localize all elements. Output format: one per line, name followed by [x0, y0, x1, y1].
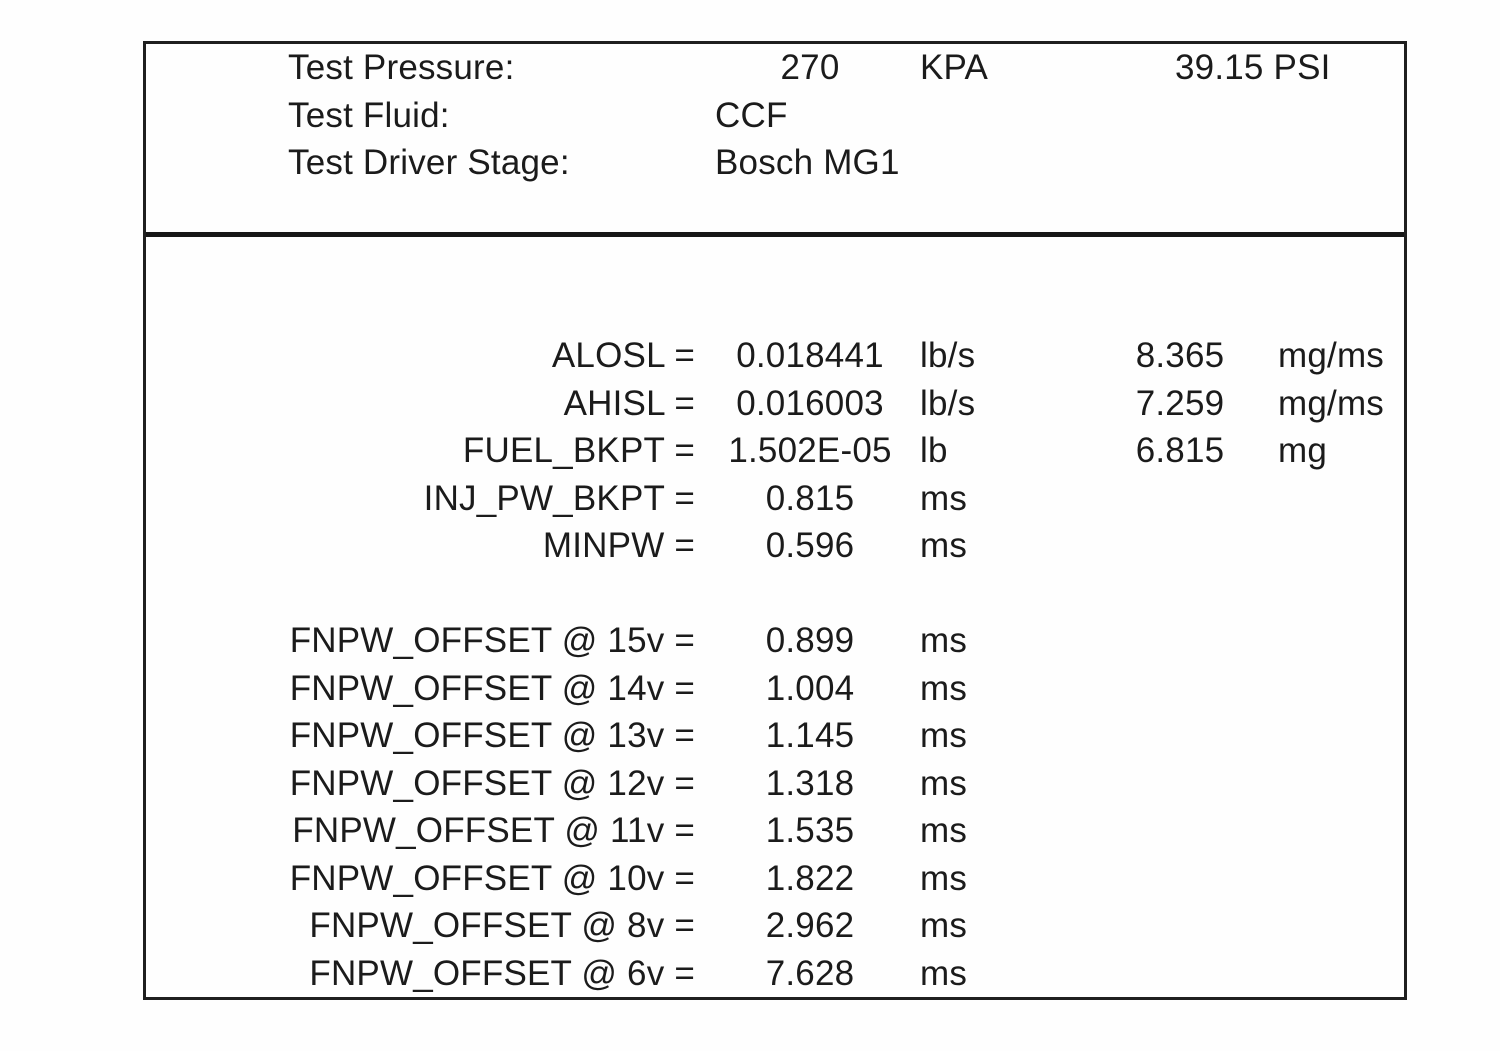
ahisl-value: 0.016003 — [736, 383, 884, 423]
row-minpw — [146, 522, 1404, 570]
row-ahisl — [146, 380, 1404, 428]
fnpw-offset-12v-label: FNPW_OFFSET @ 12v = — [289, 763, 695, 803]
minpw-value: 0.596 — [765, 526, 855, 565]
test-pressure-psi — [1175, 44, 1331, 92]
inj-pw-bkpt-value: 0.815 — [765, 478, 855, 518]
fnpw-offset-12v-unit: ms — [920, 763, 968, 803]
fnpw-offset-13v-unit: ms — [920, 716, 968, 755]
spacer-row — [146, 285, 1404, 333]
fnpw-offset-11v-label: FNPW_OFFSET @ 11v = — [292, 811, 695, 850]
test-driver-stage-label: Test Driver Stage: — [288, 143, 570, 182]
fnpw-offset-15v-value: 0.899 — [765, 621, 855, 660]
row-fnpw-offset-14v — [146, 665, 1404, 713]
fnpw-offset-15v-unit: ms — [920, 621, 968, 660]
minpw-unit: ms — [920, 526, 968, 565]
test-conditions-section — [146, 44, 1404, 232]
fnpw-offset-14v-unit: ms — [920, 668, 968, 708]
row-fnpw-offset-6v — [146, 950, 1404, 998]
row-inj-pw-bkpt — [146, 475, 1404, 523]
fnpw-offset-11v-value: 1.535 — [765, 811, 855, 850]
alosl-value: 0.018441 — [736, 336, 884, 375]
row-fnpw-offset-13v — [146, 712, 1404, 760]
row-fuel-bkpt — [146, 427, 1404, 475]
fnpw-offset-6v-unit: ms — [920, 953, 968, 993]
alosl-unit: lb/s — [920, 336, 976, 375]
test-pressure-psi-unit: PSI — [1273, 48, 1331, 87]
injector-test-report-panel — [143, 41, 1407, 1000]
test-pressure-label: Test Pressure: — [288, 48, 515, 87]
fnpw-offset-10v-unit: ms — [920, 858, 968, 898]
ahisl-label: AHISL = — [563, 383, 695, 423]
alosl-value-metric: 8.365 — [1135, 336, 1225, 375]
fnpw-offset-8v-unit: ms — [920, 906, 968, 945]
fnpw-offset-14v-label: FNPW_OFFSET @ 14v = — [289, 668, 695, 708]
fnpw-offset-10v-value: 1.822 — [765, 858, 855, 898]
minpw-label: MINPW = — [542, 526, 695, 565]
row-test-fluid — [146, 92, 1404, 140]
row-fnpw-offset-12v — [146, 760, 1404, 808]
test-fluid-value: CCF — [715, 95, 788, 135]
test-pressure-psi-value: 39.15 — [1175, 48, 1264, 87]
inj-pw-bkpt-label: INJ_PW_BKPT = — [423, 478, 695, 518]
fnpw-offset-8v-label: FNPW_OFFSET @ 8v = — [309, 906, 695, 945]
fuel-bkpt-unit-metric: mg — [1278, 431, 1328, 470]
test-driver-stage-value: Bosch MG1 — [715, 143, 900, 182]
fuel-bkpt-value-metric: 6.815 — [1135, 431, 1225, 470]
row-fnpw-offset-15v — [146, 617, 1404, 665]
alosl-unit-metric: mg/ms — [1278, 336, 1384, 375]
row-test-driver-stage — [146, 139, 1404, 187]
row-fnpw-offset-11v — [146, 807, 1404, 855]
test-fluid-label: Test Fluid: — [288, 95, 450, 135]
fnpw-offset-12v-value: 1.318 — [765, 763, 855, 803]
fnpw-offset-14v-value: 1.004 — [765, 668, 855, 708]
ahisl-value-metric: 7.259 — [1135, 383, 1225, 423]
fuel-bkpt-label: FUEL_BKPT = — [462, 431, 695, 470]
fnpw-offset-13v-value: 1.145 — [765, 716, 855, 755]
fnpw-offset-6v-value: 7.628 — [765, 953, 855, 993]
test-pressure-value: 270 — [780, 48, 840, 87]
test-pressure-unit: KPA — [920, 48, 989, 87]
voltage-offsets-section — [146, 617, 1404, 997]
fnpw-offset-11v-unit: ms — [920, 811, 968, 850]
fnpw-offset-8v-value: 2.962 — [765, 906, 855, 945]
row-alosl — [146, 332, 1404, 380]
fnpw-offset-15v-label: FNPW_OFFSET @ 15v = — [289, 621, 695, 660]
fuel-bkpt-unit: lb — [920, 431, 948, 470]
ahisl-unit-metric: mg/ms — [1278, 383, 1384, 423]
results-section — [146, 237, 1404, 617]
fnpw-offset-10v-label: FNPW_OFFSET @ 10v = — [289, 858, 695, 898]
fnpw-offset-6v-label: FNPW_OFFSET @ 6v = — [309, 953, 695, 993]
spacer — [146, 187, 1404, 233]
alosl-label: ALOSL = — [551, 336, 695, 375]
spacer-row — [146, 237, 1404, 285]
row-test-pressure — [146, 44, 1404, 92]
fnpw-offset-13v-label: FNPW_OFFSET @ 13v = — [289, 716, 695, 755]
row-fnpw-offset-8v — [146, 902, 1404, 950]
row-fnpw-offset-10v — [146, 855, 1404, 903]
inj-pw-bkpt-unit: ms — [920, 478, 968, 518]
ahisl-unit: lb/s — [920, 383, 976, 423]
spacer-row — [146, 570, 1404, 618]
fuel-bkpt-value: 1.502E-05 — [728, 431, 892, 470]
